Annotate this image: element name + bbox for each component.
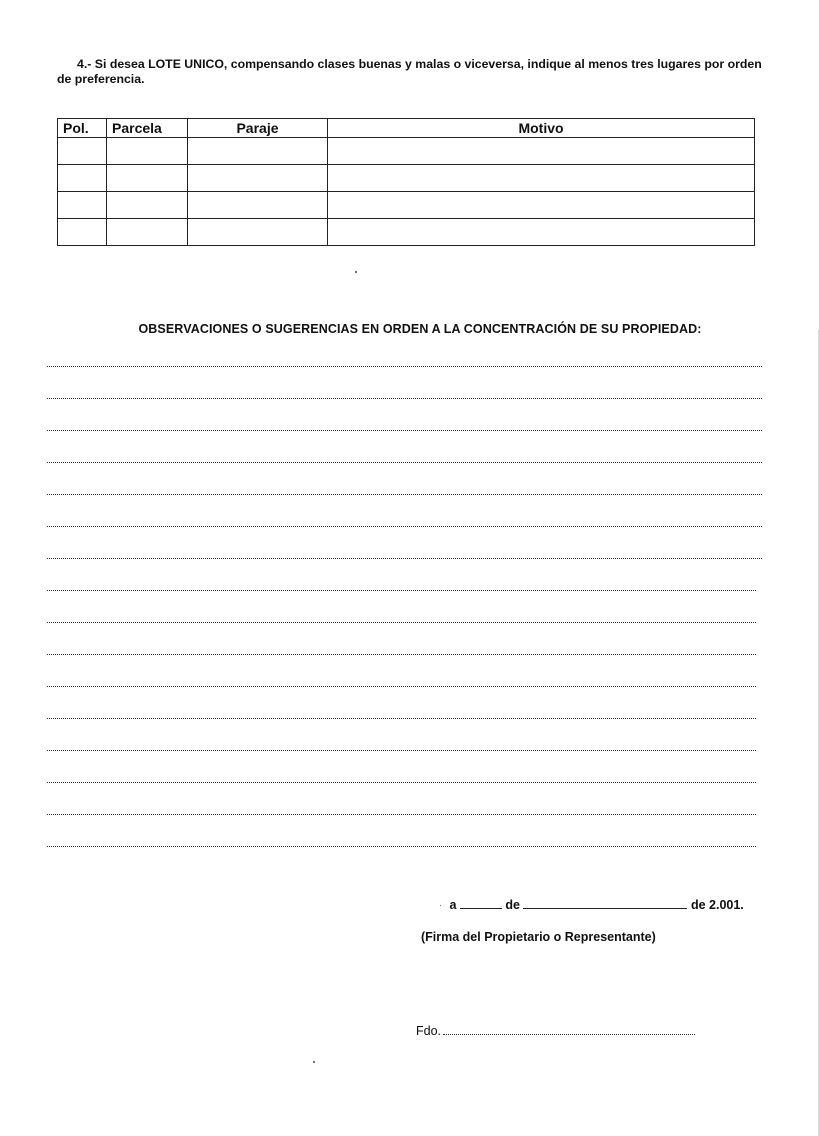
- dotted-writing-line[interactable]: [47, 428, 762, 431]
- date-a-label: a: [449, 898, 457, 912]
- table-row: [58, 138, 755, 165]
- dotted-writing-line[interactable]: [47, 652, 756, 655]
- date-year-label: de 2.001.: [690, 898, 744, 912]
- dotted-writing-line[interactable]: [47, 396, 762, 399]
- scan-speck: [313, 1061, 315, 1063]
- dotted-writing-line[interactable]: [47, 492, 762, 495]
- dotted-writing-line[interactable]: [47, 588, 756, 591]
- fdo-label: Fdo.: [416, 1024, 442, 1038]
- date-line: [430, 897, 770, 912]
- cell-paraje[interactable]: [188, 138, 328, 165]
- cell-paraje[interactable]: [188, 192, 328, 219]
- question-4: [57, 57, 767, 87]
- dotted-writing-line[interactable]: [47, 364, 762, 367]
- cell-parcela[interactable]: [107, 219, 188, 246]
- header-paraje: Paraje: [188, 119, 328, 138]
- dotted-writing-line[interactable]: [47, 684, 756, 687]
- fdo-dotted-line[interactable]: [443, 1024, 695, 1035]
- dotted-writing-line[interactable]: [47, 748, 756, 751]
- table-header-row: [58, 119, 755, 138]
- cell-paraje[interactable]: [188, 165, 328, 192]
- dotted-writing-line[interactable]: [47, 716, 756, 719]
- table-row: [58, 219, 755, 246]
- cell-motivo[interactable]: [328, 192, 755, 219]
- header-pol: Pol.: [58, 119, 107, 138]
- scan-speck: [440, 905, 441, 906]
- preference-table: [57, 118, 755, 246]
- cell-motivo[interactable]: [328, 165, 755, 192]
- header-parcela: Parcela: [107, 119, 188, 138]
- scan-speck: [355, 271, 357, 273]
- question-text: Si desea LOTE UNICO, compensando clases buenas y malas o viceversa, indique al menos tres lugares por orden de preferencia.: [57, 57, 762, 86]
- cell-pol[interactable]: [58, 165, 107, 192]
- day-blank[interactable]: [460, 897, 502, 909]
- cell-parcela[interactable]: [107, 192, 188, 219]
- cell-paraje[interactable]: [188, 219, 328, 246]
- signature-line: [416, 1024, 695, 1038]
- signature-caption: (Firma del Propietario o Representante): [421, 930, 656, 944]
- table-row: [58, 165, 755, 192]
- dotted-writing-line[interactable]: [47, 780, 756, 783]
- cell-motivo[interactable]: [328, 138, 755, 165]
- dotted-writing-line[interactable]: [47, 556, 762, 559]
- header-motivo: Motivo: [328, 119, 755, 138]
- observations-title: OBSERVACIONES O SUGERENCIAS EN ORDEN A LA CONCENTRACIÓN DE SU PROPIEDAD:: [138, 322, 702, 336]
- dotted-writing-line[interactable]: [47, 844, 756, 847]
- cell-motivo[interactable]: [328, 219, 755, 246]
- cell-pol[interactable]: [58, 138, 107, 165]
- dotted-writing-line[interactable]: [47, 524, 762, 527]
- question-number: 4.-: [77, 57, 92, 71]
- month-blank[interactable]: [523, 897, 687, 909]
- date-de-label: de: [505, 898, 520, 912]
- cell-parcela[interactable]: [107, 165, 188, 192]
- cell-pol[interactable]: [58, 192, 107, 219]
- dotted-writing-line[interactable]: [47, 812, 756, 815]
- dotted-writing-line[interactable]: [47, 460, 762, 463]
- cell-parcela[interactable]: [107, 138, 188, 165]
- table-row: [58, 192, 755, 219]
- dotted-writing-line[interactable]: [47, 620, 756, 623]
- cell-pol[interactable]: [58, 219, 107, 246]
